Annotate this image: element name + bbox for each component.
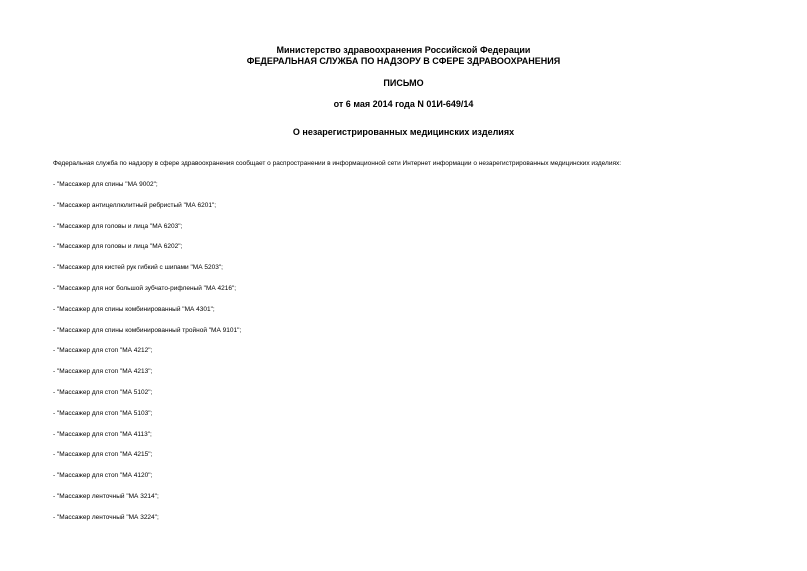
- list-item: - "Массажер для спины комбинированный тройной "МА 9101";: [53, 326, 242, 334]
- list-item: - "Массажер ленточный "МА 3214";: [53, 492, 159, 500]
- intro-paragraph: Федеральная служба по надзору в сфере здравоохранения сообщает о распространении в информационной сети Интернет информации о незарегистрированных медицинских изделиях:: [53, 160, 622, 167]
- service-heading: ФЕДЕРАЛЬНАЯ СЛУЖБА ПО НАДЗОРУ В СФЕРЕ ЗДРАВООХРАНЕНИЯ: [246, 56, 561, 66]
- list-item: - "Массажер для стоп "МА 4120";: [53, 472, 153, 480]
- list-item: - "Массажер для стоп "МА 5102";: [53, 388, 153, 396]
- device-list: [53, 180, 241, 534]
- list-item: - "Массажер для кистей рук гибкий с шипами "МА 5203";: [53, 264, 223, 272]
- letter-type-heading: ПИСЬМО: [383, 78, 424, 88]
- subject-heading: О незарегистрированных медицинских изделиях: [292, 127, 515, 137]
- list-item: - "Массажер антицеллюлитный ребристый "МА 6201";: [53, 201, 217, 209]
- list-item: - "Массажер для стоп "МА 4212";: [53, 347, 153, 355]
- list-item: - "Массажер для спины комбинированный "МА 4301";: [53, 305, 215, 313]
- date-number-heading: от 6 мая 2014 года N 01И-649/14: [333, 99, 474, 109]
- list-item: - "Массажер для ног большой зубчато-рифленый "МА 4216";: [53, 284, 237, 292]
- list-item: - "Массажер для спины "МА 9002";: [53, 181, 158, 188]
- list-item: - "Массажер для стоп "МА 5103";: [53, 409, 153, 417]
- ministry-heading: Министерство здравоохранения Российской Федерации: [276, 45, 531, 55]
- list-item: - "Массажер для стоп "МА 4113";: [53, 430, 152, 438]
- list-item: - "Массажер для стоп "МА 4213";: [53, 368, 153, 376]
- list-item: - "Массажер для стоп "МА 4215";: [53, 451, 153, 459]
- list-item: - "Массажер ленточный "МА 3224";: [53, 513, 159, 521]
- list-item: - "Массажер для головы и лица "МА 6203";: [53, 222, 183, 230]
- list-item: - "Массажер для головы и лица "МА 6202";: [53, 243, 183, 251]
